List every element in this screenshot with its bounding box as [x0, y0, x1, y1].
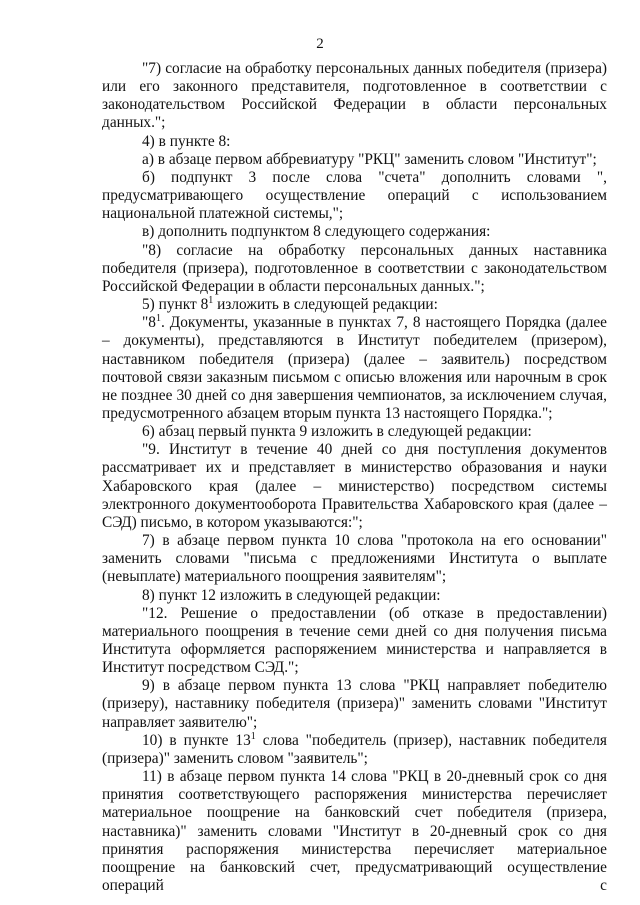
paragraph-10: "9. Институт в течение 40 дней со дня поступления документов рассматривает их и представляет в министерство образования и науки Хабаровского края (далее – министерство) посредством системы электронного документооборота Правительства Хабаровского края (далее – СЭД) письмо, в котором указываются:";: [102, 441, 607, 531]
paragraph-9: 6) абзац первый пункта 9 изложить в следующей редакции:: [142, 423, 532, 441]
paragraph-4: б) подпункт 3 после слова "счета" дополнить словами ", предусматривающего осуществление операций с использованием национальной платежной системы,";: [102, 168, 607, 223]
paragraph-2: 4) в пункте 8:: [142, 132, 231, 150]
paragraph-5: в) дополнить подпунктом 8 следующего содержания:: [142, 223, 491, 241]
document-body: [102, 60, 607, 895]
superscript: 1: [208, 295, 214, 307]
superscript: 1: [250, 730, 256, 742]
superscript: 1: [155, 313, 161, 325]
page-number: 2: [316, 36, 324, 52]
paragraph-11: 7) в абзаце первом пункта 10 слова "протокола на его основании" заменить словами "письма с предложениями Института о выплате (невыплате) материального поощрения заявителям";: [102, 532, 607, 586]
paragraph-16: 11) в абзаце первом пункта 14 слова "РКЦ в 20-дневный срок со дня принятия соответствующего распоряжения министерства перечисляет материальное поощрение на банковский счет победителя (призера, наставника)" заменить словами "Институт в 20-дневный срок со дня принятия распоряжения министерства перечисляет материальное поощрение на банковский счет, предусматривающий осуществление операций с: [102, 768, 607, 895]
paragraph-3: а) в абзаце первом аббревиатуру "РКЦ" заменить словом "Институт";: [142, 150, 597, 168]
paragraph-13: "12. Решение о предоставлении (об отказе в предоставлении) материального поощрения в течение семи дней со дня получения письма Института оформляется распоряжением министерства и направляется в Институт посредством СЭД.";: [102, 604, 607, 677]
paragraph-8: "$8^1$. Документы, указанные в пунктах 7, 8 настоящего Порядка (далее – документы), представляются в Институт победителем (призером), наставником победителя (призера) (далее – заявитель) посредством почтовой связи заказным письмом с описью вложения или нарочным в срок не позднее 30 дней со дня завершения чемпионатов, за исключением случая, предусмотренного абзацем вторым пункта 13 настоящего Порядка.";: [102, 313, 607, 422]
paragraph-6: "8) согласие на обработку персональных данных наставника победителя (призера), подготовленное в соответствии с законодательством Российской Федерации в области персональных данных.";: [102, 241, 607, 295]
paragraph-7: 5) пункт $8^1$ изложить в следующей редакции:: [142, 295, 438, 314]
paragraph-15: 10) в пункте $13^1$ слова "победитель (призер), наставник победителя (призера)" заменить словом "заявитель";: [102, 730, 608, 767]
paragraph-12: 8) пункт 12 изложить в следующей редакции:: [142, 586, 441, 604]
paragraph-1: "7) согласие на обработку персональных данных победителя (призера) или его законного представителя, подготовленное в соответствии с законодательством Российской Федерации в области персональных данных.";: [102, 60, 607, 132]
paragraph-14: 9) в абзаце первом пункта 13 слова "РКЦ направляет победителю (призеру), наставнику победителя (призера)" заменить словами "Институт направляет заявителю";: [102, 677, 607, 731]
